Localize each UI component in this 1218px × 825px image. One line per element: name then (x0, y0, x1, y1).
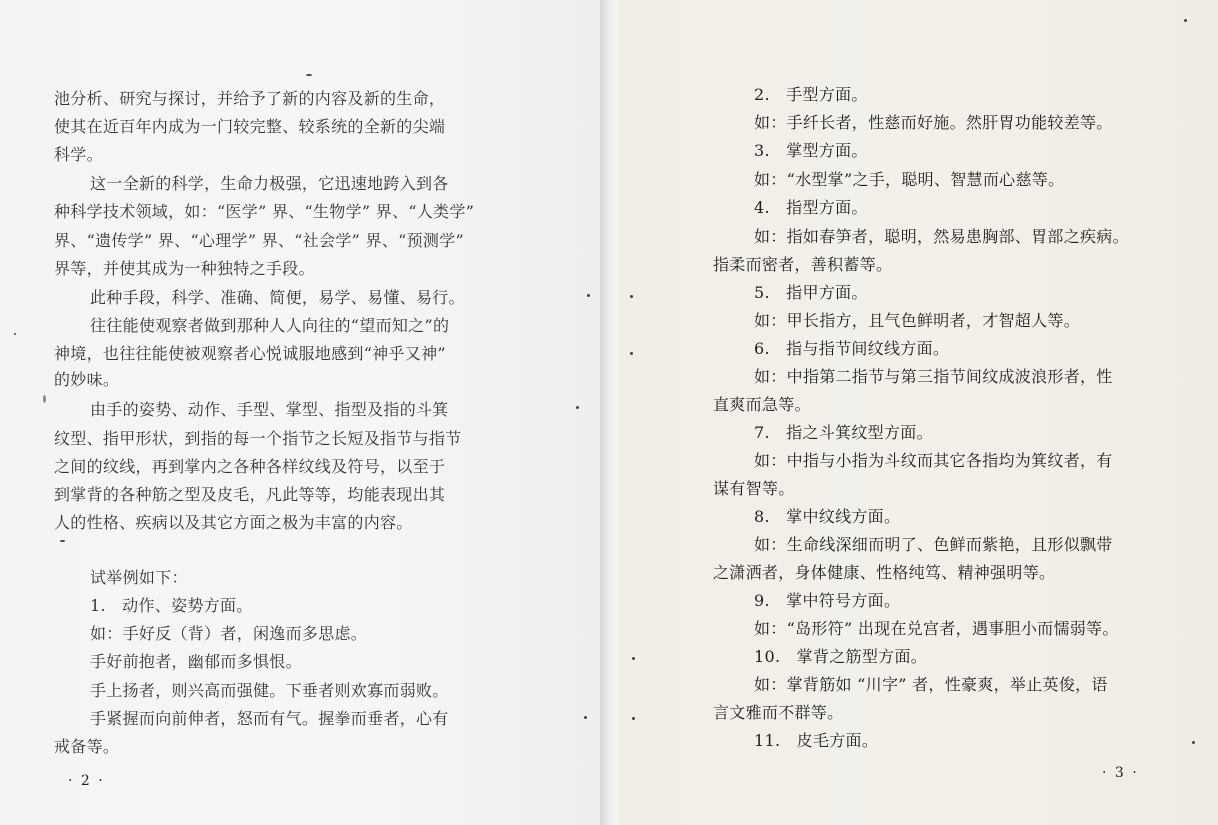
text-line: 6. 指与指节间纹线方面。 (754, 339, 950, 358)
text-line: 试举例如下： (90, 568, 188, 587)
text-line: 2. 手型方面。 (754, 85, 868, 104)
text-line: 此种手段，科学、准确、简便，易学、易懂、易行。 (90, 288, 465, 307)
text-line: 纹型、指甲形状，到指的每一个指节之长短及指节与指节 (54, 429, 462, 448)
print-speck (306, 74, 312, 76)
print-speck (632, 717, 635, 720)
text-line: 由手的姿势、动作、手型、掌型、指型及指的斗箕 (90, 400, 449, 419)
text-line: 1. 动作、姿势方面。 (90, 596, 253, 615)
text-line: 手上扬者，则兴高而强健。下垂者则欢寡而弱败。 (90, 681, 449, 700)
text-line: 之间的纹线，再到掌内之各种各样纹线及符号，以至于 (54, 457, 446, 476)
text-line: 言文雅而不群等。 (713, 703, 844, 722)
print-speck (14, 333, 16, 335)
text-line: 种科学技术领域，如：“医学” 界、“生物学” 界、“人类学” (54, 202, 475, 221)
text-line: 如：手好反（背）者，闲逸而多思虑。 (90, 624, 368, 643)
print-speck (587, 294, 590, 297)
right-page (618, 0, 1218, 825)
text-line: 7. 指之斗箕纹型方面。 (754, 423, 933, 442)
print-speck (632, 657, 635, 660)
text-line: 如：指如春笋者，聪明，然易患胸部、胃部之疾病。 (754, 227, 1129, 246)
text-line: 往往能使观察者做到那种人人向往的“望而知之”的 (90, 316, 450, 335)
text-line: 指柔而密者，善积蓄等。 (713, 255, 893, 274)
print-speck (1184, 19, 1187, 22)
page-number: · 3 · (1102, 765, 1139, 781)
text-line: 使其在近百年内成为一门较完整、较系统的全新的尖端 (54, 117, 446, 136)
text-line: 如：“岛形符” 出现在兑宫者，遇事胆小而懦弱等。 (754, 619, 1119, 638)
left-page (0, 0, 600, 825)
text-line: 如：“水型掌”之手，聪明、智慧而心慈等。 (754, 170, 1065, 189)
text-line: 如：甲长指方，且气色鲜明者，才智超人等。 (754, 311, 1081, 330)
text-line: 神境，也往往能使被观察者心悦诚服地感到“神乎又神” (54, 344, 446, 363)
text-line: 直爽而急等。 (713, 395, 811, 414)
text-line: 手好前抱者，幽郁而多惧恨。 (90, 652, 302, 671)
text-line: 11. 皮毛方面。 (754, 731, 879, 750)
text-line: 8. 掌中纹线方面。 (754, 507, 901, 526)
print-speck (576, 406, 579, 409)
print-speck (630, 352, 633, 355)
text-line: 之潇洒者，身体健康、性格纯笃、精神强明等。 (713, 563, 1056, 582)
print-speck (60, 540, 65, 542)
text-line: 谋有智等。 (713, 479, 795, 498)
print-speck (1192, 741, 1195, 744)
text-line: 的妙味。 (54, 370, 120, 389)
text-line: 如：中指第二指节与第三指节间纹成波浪形者，性 (754, 367, 1113, 386)
book-gutter (600, 0, 618, 825)
print-speck (43, 395, 46, 403)
text-line: 手紧握而向前伸者，怒而有气。握拳而垂者，心有 (90, 709, 449, 728)
text-line: 如：中指与小指为斗纹而其它各指均为箕纹者，有 (754, 451, 1113, 470)
text-line: 4. 指型方面。 (754, 198, 868, 217)
text-line: 戒备等。 (54, 737, 120, 756)
page-number: · 2 · (68, 773, 105, 789)
text-line: 5. 指甲方面。 (754, 283, 868, 302)
text-line: 界等，并使其成为一种独特之手段。 (54, 259, 315, 278)
text-line: 9. 掌中符号方面。 (754, 591, 901, 610)
text-line: 人的性格、疾病以及其它方面之极为丰富的内容。 (54, 513, 413, 532)
text-line: 10. 掌背之筋型方面。 (754, 647, 928, 666)
text-line: 如：手纤长者，性慈而好施。然肝胃功能较差等。 (754, 113, 1113, 132)
text-line: 如：生命线深细而明了、色鲜而紫艳，且形似飘带 (754, 535, 1113, 554)
text-line: 这一全新的科学，生命力极强，它迅速地跨入到各 (90, 174, 449, 193)
print-speck (584, 716, 587, 719)
text-line: 池分析、研究与探讨，并给予了新的内容及新的生命， (54, 89, 446, 108)
print-speck (630, 295, 633, 298)
text-line: 到掌背的各种筋之型及皮毛，凡此等等，均能表现出其 (54, 485, 446, 504)
text-line: 界、“遗传学” 界、“心理学” 界、“社会学” 界、“预测学” (54, 231, 464, 250)
text-line: 如：掌背筋如 “川字” 者，性豪爽，举止英俊，语 (754, 675, 1108, 694)
text-line: 科学。 (54, 145, 103, 164)
text-line: 3. 掌型方面。 (754, 141, 868, 160)
